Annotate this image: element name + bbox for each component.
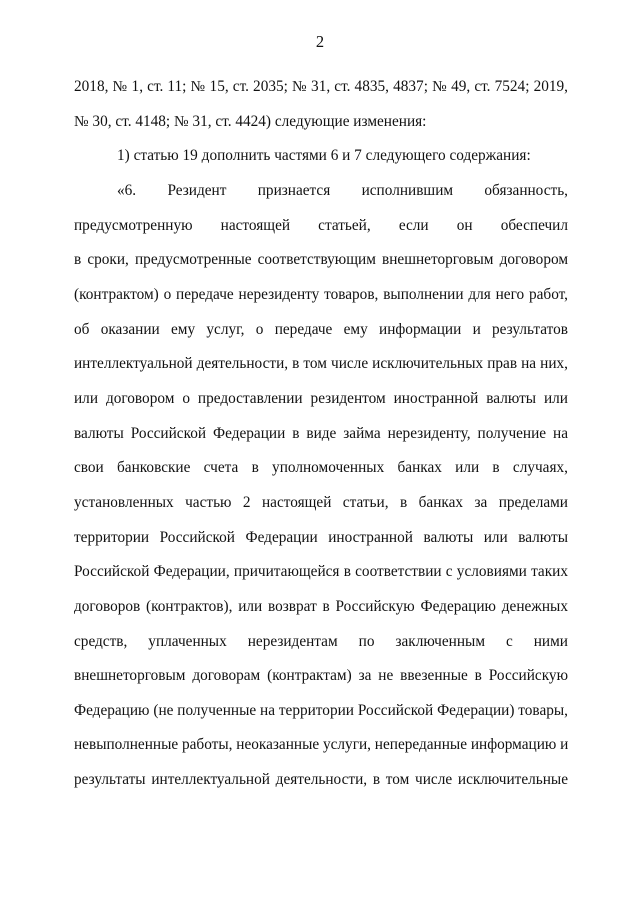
text-line: № 30, ст. 4148; № 31, ст. 4424) следующие изменения:: [74, 112, 427, 130]
text-line: территории Российской Федерации иностранной валюты или валюты: [74, 528, 568, 546]
text-line: установленных частью 2 настоящей статьи, в банках за пределами: [74, 493, 568, 511]
text-line: средств, уплаченных нерезидентам по заключенным с ними: [74, 632, 568, 650]
text-line: (контрактом) о передаче нерезиденту товаров, выполнении для него работ,: [74, 285, 568, 303]
text-line: свои банковские счета в уполномоченных банках или в случаях,: [74, 459, 568, 477]
text-line: интеллектуальной деятельности, в том числе исключительных прав на них,: [74, 355, 568, 373]
text-line: в сроки, предусмотренные соответствующим внешнеторговым договором: [74, 251, 568, 269]
text-line: «6. Резидент признается исполнившим обязанность,: [117, 181, 568, 199]
text-line: предусмотренную настоящей статьей, если он обеспечил: [74, 216, 568, 234]
page-number: 2: [315, 32, 325, 51]
text-line: договоров (контрактов), или возврат в Российскую Федерацию денежных: [74, 597, 568, 615]
text-line: или договором о предоставлении резидентом иностранной валюты или: [74, 389, 568, 407]
text-line: Федерацию (не полученные на территории Российской Федерации) товары,: [74, 701, 568, 719]
text-line: валюты Российской Федерации в виде займа нерезиденту, получение на: [74, 424, 568, 442]
text-line: результаты интеллектуальной деятельности, в том числе исключительные: [74, 771, 568, 789]
text-line: 1) статью 19 дополнить частями 6 и 7 следующего содержания:: [117, 147, 531, 165]
document-body: [74, 70, 568, 798]
text-line: невыполненные работы, неоказанные услуги, непереданные информацию и: [74, 736, 569, 754]
text-line: Российской Федерации, причитающейся в соответствии с условиями таких: [74, 563, 568, 581]
text-line: об оказании ему услуг, о передаче ему информации и результатов: [74, 320, 568, 338]
text-line: 2018, № 1, ст. 11; № 15, ст. 2035; № 31, ст. 4835, 4837; № 49, ст. 7524; 2019,: [74, 78, 568, 95]
text-line: внешнеторговым договорам (контрактам) за не ввезенные в Российскую: [74, 667, 568, 685]
